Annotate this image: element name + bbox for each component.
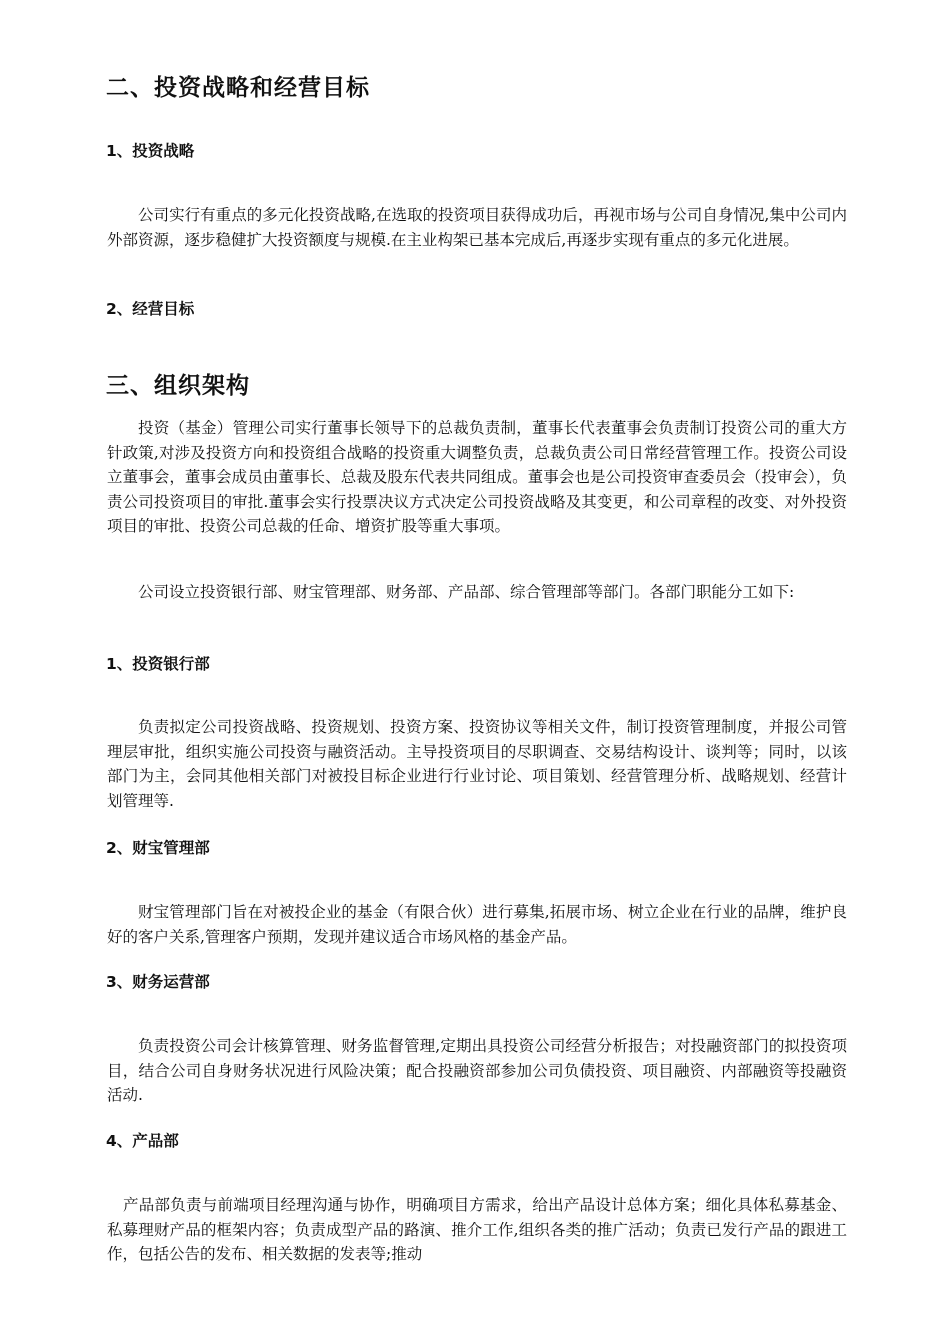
paragraph-finance-operations: 负责投资公司会计核算管理、财务监督管理,定期出具投资公司经营分析报告；对投融资部门的拟投资项目，结合公司自身财务状况进行风险决策；配合投融资部参加公司负债投资、项目融资、内部融资等投融资活动.	[107, 1037, 847, 1104]
paragraph-org-structure: 投资（基金）管理公司实行董事长领导下的总裁负责制，董事长代表董事会负责制订投资公司的重大方针政策,对涉及投资方向和投资组合战略的投资重大调整负责，总裁负责公司日常经营管理工作。投资公司设立董事会，董事会成员由董事长、总裁及股东代表共同组成。董事会也是公司投资审查委员会（投审会），负责公司投资项目的审批.董事会实行投票决议方式决定公司投资战略及其变更，和公司章程的改变、对外投资项目的审批、投资公司总裁的任命、增资扩股等重大事项。	[107, 419, 847, 535]
section-heading-investment-strategy: 二、投资战略和经营目标	[106, 75, 370, 101]
subheading-investment-strategy: 1、投资战略	[106, 142, 195, 160]
subheading-investment-banking: 1、投资银行部	[106, 655, 210, 673]
subheading-finance-operations: 3、财务运营部	[106, 973, 210, 991]
paragraph-wealth-management: 财宝管理部门旨在对被投企业的基金（有限合伙）进行募集,拓展市场、树立企业在行业的品牌，维护良好的客户关系,管理客户预期，发现并建议适合市场风格的基金产品。	[107, 903, 847, 946]
subheading-wealth-management: 2、财宝管理部	[106, 839, 210, 857]
subheading-business-goals: 2、经营目标	[106, 300, 195, 318]
paragraph-investment-strategy: 公司实行有重点的多元化投资战略,在选取的投资项目获得成功后，再视市场与公司自身情况,集中公司内外部资源，逐步稳健扩大投资额度与规模.在主业构架已基本完成后,再逐步实现有重点的多元化进展。	[107, 206, 847, 249]
paragraph-product-department: 产品部负责与前端项目经理沟通与协作，明确项目方需求，给出产品设计总体方案；细化具体私募基金、私募理财产品的框架内容；负责成型产品的路演、推介工作,组织各类的推广活动；负责已发行产品的跟进工作，包括公告的发布、相关数据的发表等;推动	[107, 1196, 847, 1263]
paragraph-investment-banking: 负责拟定公司投资战略、投资规划、投资方案、投资协议等相关文件，制订投资管理制度，并报公司管理层审批，组织实施公司投资与融资活动。主导投资项目的尽职调查、交易结构设计、谈判等；同时，以该部门为主，会同其他相关部门对被投目标企业进行行业讨论、项目策划、经营管理分析、战略规划、经营计划管理等.	[107, 718, 847, 810]
paragraph-departments-intro: 公司设立投资银行部、财宝管理部、财务部、产品部、综合管理部等部门。各部门职能分工如下:	[138, 583, 795, 601]
section-heading-org-structure: 三、组织架构	[106, 373, 250, 399]
subheading-product-department: 4、产品部	[106, 1132, 179, 1150]
